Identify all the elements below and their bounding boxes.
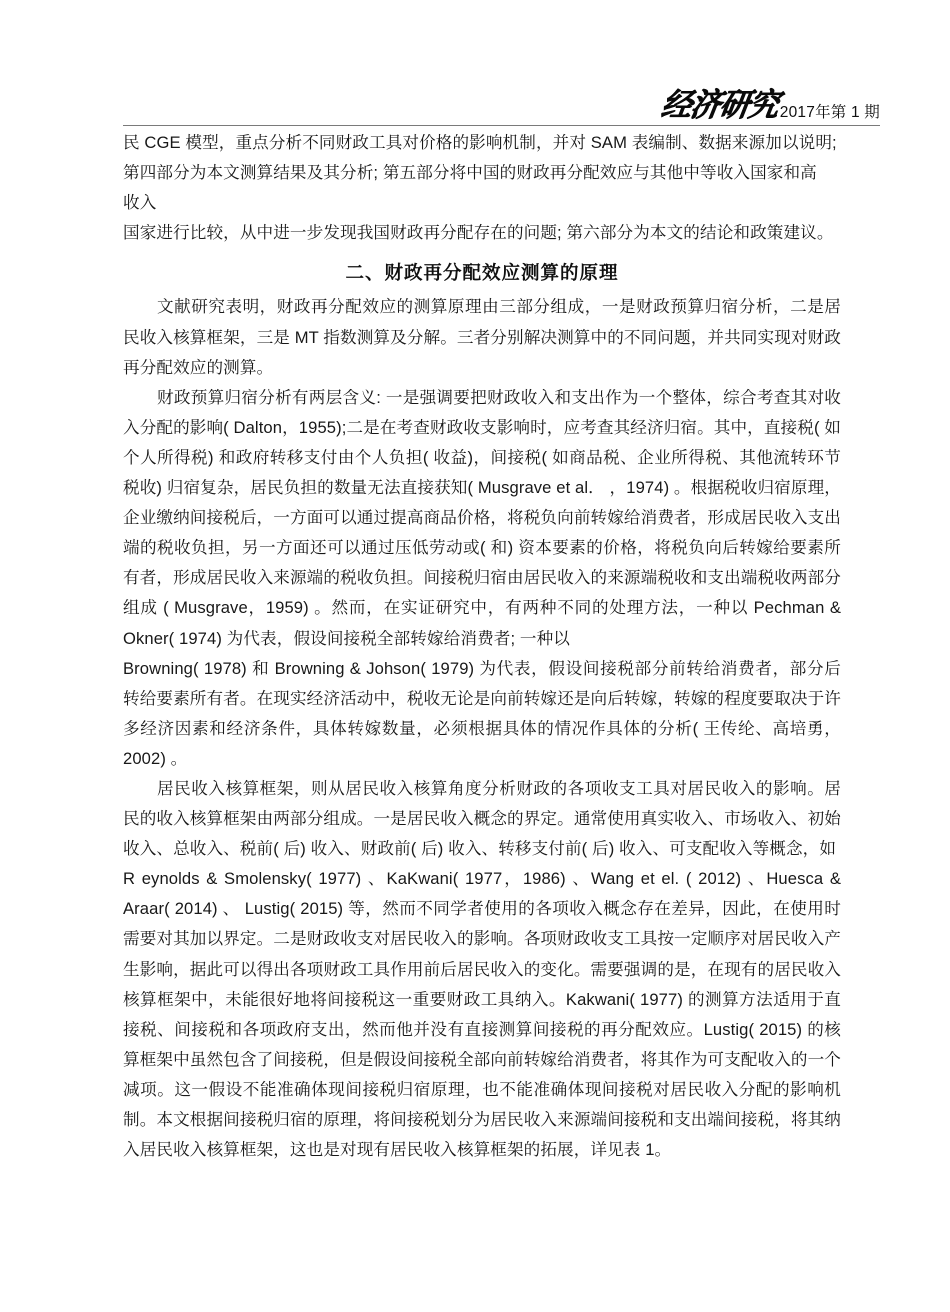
paragraph-budget-incidence: 财政预算归宿分析有两层含义: 一是强调要把财政收入和支出作为一个整体，综合考查其对收入分配的影响( Dalton，1955);二是在考查财政收支影响时，应考查其经济归宿。其中，直接税( 如个人所得税) 和政府转移支付由个人负担( 收益)，间接税( 如商品税、企业所得税、其他流转环节税收) 归宿复杂，居民负担的数量无法直接获知( Musgrave et al． ，1974) 。根据税收归宿原理，企业缴纳间接税后，一方面可以通过提高商品价格，将税负向前转嫁给消费者，形成居民收入支出端的税收负担，另一方面还可以通过压低劳动或( 和) 资本要素的价格，将税负向后转嫁给要素所有者，形成居民收入来源端的税收负担。间接税归宿由居民收入的来源端税收和支出端税收两部分组成 ( Musgrave，1959) 。然而，在实证研究中，有两种不同的处理方法，一种以 Pechman & Okner( 1974) 为代表，假设间接税全部转嫁给消费者; 一种以 — [123, 387, 841, 648]
journal-logo: 经济研究 — [658, 86, 781, 125]
paragraph-continuation-line-2: 第四部分为本文测算结果及其分析; 第五部分将中国的财政再分配效应与其他中等收入国家和高 — [123, 163, 817, 183]
paragraph-income-accounting-framework: 居民收入核算框架，则从居民收入核算角度分析财政的各项收支工具对居民收入的影响。居民的收入核算框架由两部分组成。一是居民收入概念的界定。通常使用真实收入、市场收入、初始收入、总收入、税前( 后) 收入、财政前( 后) 收入、转移支付前( 后) 收入、可支配收入等概念，如 — [123, 778, 841, 859]
paragraph-continuation-line-4: 国家进行比较，从中进一步发现我国财政再分配存在的问题; 第六部分为本文的结论和政策建议。 — [123, 223, 834, 243]
paragraph-measurement-principle: 文献研究表明，财政再分配效应的测算原理由三部分组成，一是财政预算归宿分析，二是居民收入核算框架，三是 MT 指数测算及分解。三者分别解决测算中的不同问题，并共同实现对财政再分配效应的测算。 — [123, 297, 841, 377]
running-header — [123, 78, 880, 126]
paragraph-browning-incidence: Browning( 1978) 和 Browning & Johson( 1979) 为代表，假设间接税部分前转给消费者，部分后转给要素所有者。在现实经济活动中，税收无论是向前转嫁还是向后转嫁，转嫁的程度要取决于许多经济因素和经济条件，具体转嫁数量，必须根据具体的情况作具体的分析( 王传纶、高培勇，2002) 。 — [123, 658, 841, 768]
paragraph-continuation-line-1: 民 CGE 模型，重点分析不同财政工具对价格的影响机制，并对 SAM 表编制、数据来源加以说明; — [123, 133, 837, 152]
body-column — [123, 128, 841, 1165]
spacer-before-heading — [123, 248, 841, 258]
paragraph-income-concepts-literature: R eynolds & Smolensky( 1977) 、KaKwani( 1977，1986) 、Wang et el. ( 2012) 、Huesca & Araar( 2014) 、 Lustig( 2015) 等，然而不同学者使用的各项收入概念存在差异，因此，在使用时需要对其加以界定。二是财政收支对居民收入的影响。各项财政收支工具按一定顺序对居民收入产生影响，据此可以得出各项财政工具作用前后居民收入的变化。需要强调的是，在现有的居民收入核算框架中，未能很好地将间接税这一重要财政工具纳入。Kakwani( 1977) 的测算方法适用于直接税、间接税和各项政府支出，然而他并没有直接测算间接税的再分配效应。Lustig( 2015) 的核算框架中虽然包含了间接税，但是假设间接税全部向前转嫁给消费者，将其作为可支配收入的一个减项。这一假设不能准确体现间接税归宿原理，也不能准确体现间接税对居民收入分配的影响机制。本文根据间接税归宿的原理，将间接税划分为居民收入来源端间接税和支出端间接税，将其纳入居民收入核算框架，这也是对现有居民收入核算框架的拓展，详见表 1。 — [123, 869, 841, 1160]
section-heading: 二、财政再分配效应测算的原理 — [345, 262, 619, 284]
paragraph-continuation-line-3: 收入 — [123, 193, 157, 213]
issue-label: 2017年第 1 期 — [779, 103, 880, 121]
